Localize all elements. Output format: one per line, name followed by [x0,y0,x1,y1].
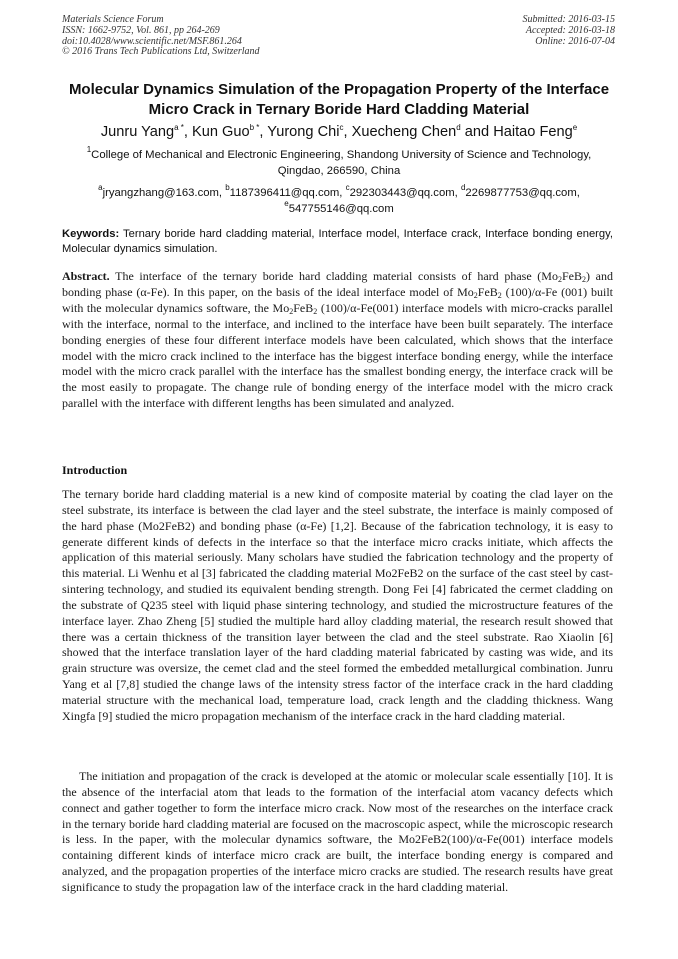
abstract-text: The interface of the ternary boride hard cladding material consists of hard phase (Mo [109,269,558,283]
email-list [62,183,616,217]
author-mark: e [572,123,578,132]
author-separator: , [343,124,352,140]
online-date: Online: 2016-07-04 [535,35,615,47]
author-name: Haitao Feng [493,124,573,140]
subscript: 2 [313,306,318,316]
journal-name: Materials Science Forum [62,14,164,25]
author-name: Yurong Chi [267,124,340,140]
intro-paragraph-2: The initiation and propagation of the crack is developed at the atomic or molecular scale essentially [10]. It is the absence of the interfacial atom that leads to the formation of the interfacial atom vacancy defects which connect and gather together to form the interface micro crack. Now most of the researches on the interface crack in the ternary boride hard cladding material are focused on the macroscopic aspect, while the microscopic research is less. In the paper, with the molecular dynamics software, the Mo2FeB2(100)/α-Fe(001) interface models containing different kinds of interface micro crack are built, the interface bonding energy is compared and analyzed, and the propagation properties of the interface micro cracks are studied. The research results have great significance to study the propagation law of the interface crack in the hard cladding material. [62,769,613,894]
email-address[interactable]: 2269877753@qq.com, [465,187,580,199]
subscript: 2 [582,275,586,284]
subscript: 2 [289,306,294,316]
copyright: © 2016 Trans Tech Publications Ltd, Switzerland [62,46,260,58]
author-mark: a * [174,123,184,132]
abstract-text: (100)/α-Fe (001) built with the molecular dynamics software, the Mo [62,284,613,315]
email-address[interactable]: 292303443@qq.com, [349,187,461,199]
author-name: Kun Guo [192,124,250,140]
email-mark: b [225,183,230,192]
email-mark: d [460,183,466,192]
author-name: Xuecheng Chen [351,124,457,140]
publication-dates [523,15,616,47]
author-separator: , [259,124,268,140]
submitted-date: Submitted: 2016-03-15 [522,14,615,25]
author-mark: d [456,123,461,132]
subscript: 2 [497,290,502,300]
doi-link[interactable]: doi:10.4028/www.scientific.net/MSF.861.264 [62,35,242,47]
author-mark: b * [249,123,260,132]
issn: ISSN: 1662-9752, Vol. 861, pp 264-269 [62,24,220,36]
email-mark: c [345,183,350,192]
abstract-text: (100)/α-Fe(001) interface models with micro-cracks parallel with the interface, normal to the interface, and inclined to the interface have been built separately. The interface bonding energies of these four different interface models have been calculated, which shows that the interface model with the micro crack inclined to the interface has the biggest interface bonding energy, while the interface model with the micro crack parallel with the interface has the smallest bonding energy, the interface crack will be the most easily to propagate. The change rule of bonding energy of the interface model with the micro crack parallel with the interface with different lengths has been simulated and analyzed. [62,300,614,411]
author-mark: c [339,123,344,132]
subscript: 2 [473,290,478,300]
abstract-text: FeB [561,269,582,283]
abstract-label: Abstract. [62,269,110,283]
abstract [62,269,613,412]
affiliation-text: College of Mechanical and Electronic Engineering, Shandong University of Science and Technology, Qingdao, 266590, China [91,149,592,177]
author-list [40,123,638,141]
email-address[interactable]: 1187396411@qq.com, [229,187,346,199]
email-address[interactable]: jryangzhang@163.com, [102,187,226,199]
accepted-date: Accepted: 2016-03-18 [525,24,615,36]
author-separator: , [183,124,193,140]
intro-paragraph-1: The ternary boride hard cladding material is a new kind of composite material by coating the clad layer on the steel substrate, its interface is between the clad layer and the steel substrate, the interface is mainly composed of the hard phase (Mo2FeB2) and bonding phase (α-Fe) [1,2]. Because of the fabrication technology, it is easy to generate different kinds of defects in the interface so that the interface micro cracks initiate, which affects the application of this material seriously. Many scholars have studied the fabrication technology and the property of this material. Li Wenhu et al [3] fabricated the cladding material Mo2FeB2 on the surface of the cast steel by cast-sintering technology, and studied its equivalent bending strength. Dong Fei [4] fabricated the cermet cladding on the substrate of Q235 steel with liquid phase sintering technology, and studied the microstructure features of the interface layer. Zhao Zheng [5] studied the multiple hard alloy cladding material, the research result showed that there was a certain thickness of the transition layer between the clad and the steel substrate. Rao Xiaolin [6] showed that the interface translation layer of the hard cladding material fabricated by casting was wide, and its grain structure was oversize, the cemet clad and the steel formed the embedded metallurgical combination. Junru Yang et al [7,8] studied the change laws of the intensity stress factor of the interface crack in the hard cladding material structure with the mechanical load, temperature load, crack length and the cladding thickness. Wang Xingfa [9] studied the micro propagation mechanism of the interface crack in the hard cladding material. [62,487,613,723]
author-name: Junru Yang [100,124,175,140]
keywords [62,227,613,256]
email-mark: a [98,183,103,192]
section-heading-introduction: Introduction [62,463,128,477]
paper-title: Molecular Dynamics Simulation of the Propagation Property of the Interface Micro Crack in Ternary Boride Hard Cladding Material [68,81,610,118]
email-mark: e [284,198,289,208]
author-separator: and [460,124,494,140]
affiliation [70,145,608,179]
affiliation-mark: 1 [86,145,92,154]
keywords-text: Ternary boride hard cladding material, Interface model, Interface crack, Interface bonding energy, Molecular dynamics simulation. [62,228,613,255]
keywords-label: Keywords: [62,228,120,240]
abstract-text: FeB [293,300,314,315]
journal-info [62,15,260,58]
subscript: 2 [557,275,562,284]
abstract-text: FeB [477,284,498,299]
abstract-text: ) and bonding phase (α-Fe). In this paper, on the basis of the ideal interface model of Mo [62,269,613,299]
email-address[interactable]: 547755146@qq.com [288,202,394,215]
